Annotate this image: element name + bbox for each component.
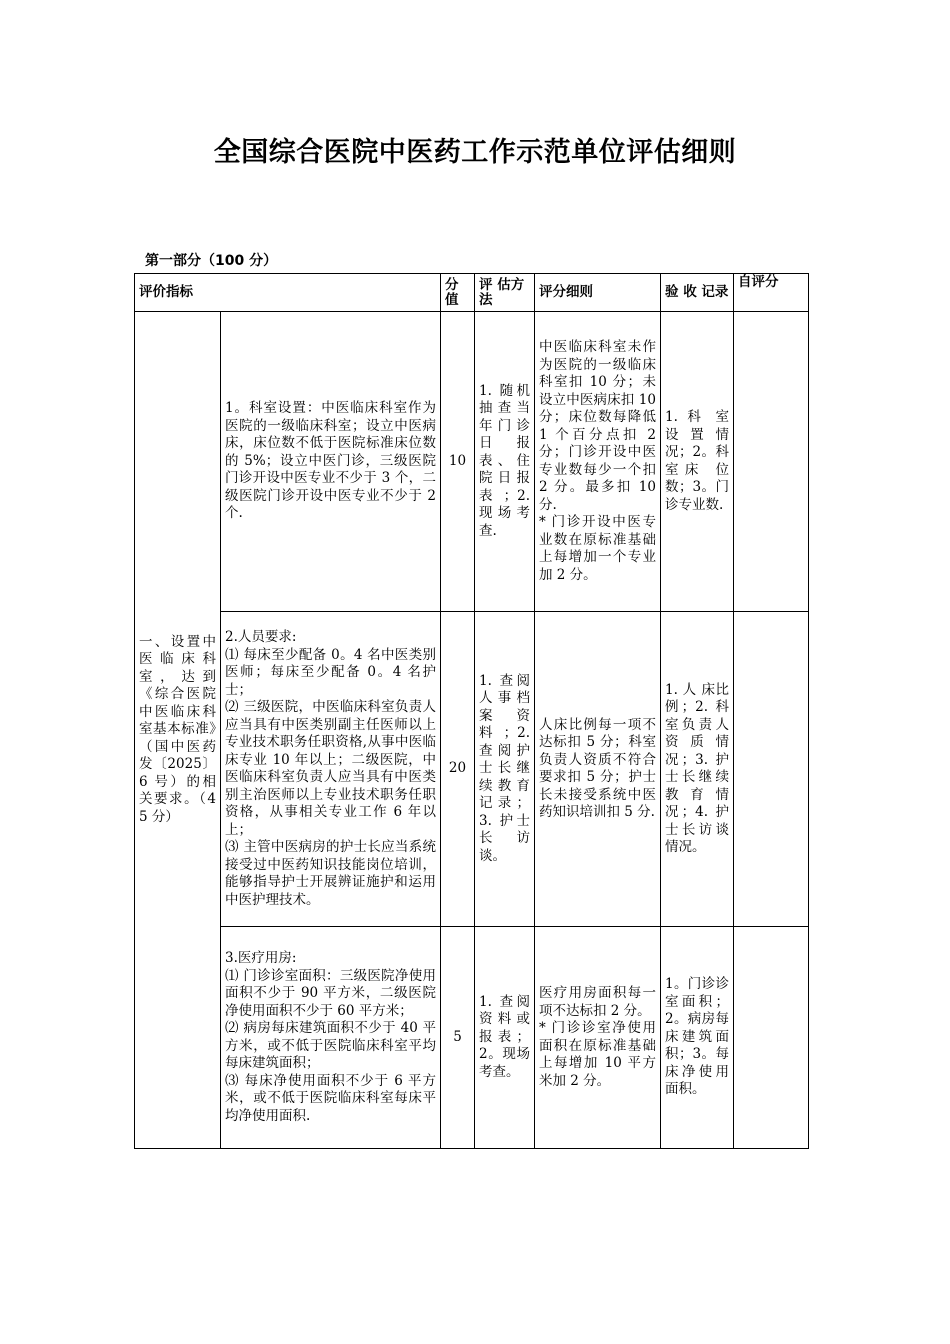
header-score: 分值: [441, 274, 475, 312]
criteria-cell: 医疗用房面积每一项不达标扣 2 分。 * 门诊诊室净使用面积在原标准基础上每增加 10 平方米加 2 分。: [535, 927, 661, 1149]
header-indicator: 评价指标: [135, 274, 441, 312]
part-label: 第一部分（100 分）: [145, 253, 278, 269]
self-score-cell: [734, 312, 809, 612]
score-cell: 20: [441, 612, 475, 927]
section-cell: 一、设置中医临床科室，达到《综合医院中医临床科室基本标准》（国中医药发〔2025〕6 号）的相关要求。（45 分）: [135, 312, 221, 1149]
header-self-score: 自评分: [734, 274, 809, 312]
document-title: 全国综合医院中医药工作示范单位评估细则: [213, 137, 737, 168]
item-cell: 1。科室设置：中医临床科室作为医院的一级临床科室；设立中医病床，床位数不低于医院标准床位数的 5%；设立中医门诊，三级医院门诊开设中医专业不少于 3 个，二级医院门诊开设中医专业不少于 2 个.: [221, 312, 441, 612]
self-score-cell: [734, 927, 809, 1149]
criteria-cell: 中医临床科室未作为医院的一级临床科室扣 10 分；未设立中医病床扣 10 分；床位数每降低 1 个百分点扣 2 分；门诊开设中医专业数每少一个扣 2 分。最多扣 10 分. * 门诊开设中医专业数在原标准基础上每增加一个专业加 2 分。: [535, 312, 661, 612]
score-cell: 5: [441, 927, 475, 1149]
method-cell: 1. 随机抽查当年门诊日报表、住院日报表；2. 现场考查.: [475, 312, 535, 612]
table-row: [135, 312, 809, 612]
score-cell: 10: [441, 312, 475, 612]
item-cell: 2.人员要求: ⑴ 每床至少配备 0。4 名中医类别医师；每床至少配备 0。4 名护士； ⑵ 三级医院，中医临床科室负责人应当具有中医类别副主任医师以上专业技术职务任职资格,从事中医临床专业 10 年以上；二级医院，中医临床科室负责人应当具有中医类别主治医师以上专业技术职务任职资格，从事相关专业工作 6 年以上； ⑶ 主管中医病房的护士长应当系统接受过中医药知识技能岗位培训，能够指导护士开展辨证施护和运用中医护理技术。: [221, 612, 441, 927]
record-cell: 1。门诊诊室面积；2。病房每床建筑面积；3。每床净使用面积。: [661, 927, 734, 1149]
header-method: 评 估方法: [475, 274, 535, 312]
table-row: [135, 612, 809, 927]
evaluation-table: [134, 273, 809, 1149]
table-header-row: [135, 274, 809, 312]
header-record: 验 收 记录: [661, 274, 734, 312]
criteria-cell: 人床比例每一项不达标扣 5 分；科室负责人资质不符合要求扣 5 分；护士长未接受系统中医药知识培训扣 5 分.: [535, 612, 661, 927]
table-row: [135, 927, 809, 1149]
method-cell: 1. 查阅人事档案资料；2. 查阅护士长继续教育记录；3. 护士长访谈。: [475, 612, 535, 927]
item-cell: 3.医疗用房: ⑴ 门诊诊室面积：三级医院净使用面积不少于 90 平方米，二级医院净使用面积不少于 60 平方米； ⑵ 病房每床建筑面积不少于 40 平方米，或不低于医院临床科室平均每床建筑面积； ⑶ 每床净使用面积不少于 6 平方米，或不低于医院临床科室每床平均净使用面积.: [221, 927, 441, 1149]
self-score-cell: [734, 612, 809, 927]
record-cell: 1. 人 床比例；2. 科室负责人资质情况；3. 护士长继续教育情况；4. 护 士长访谈情况。: [661, 612, 734, 927]
header-criteria: 评分细则: [535, 274, 661, 312]
method-cell: 1. 查阅资料或报表；2。现场考查。: [475, 927, 535, 1149]
record-cell: 1. 科 室 设置情况；2。科室床 位数；3。门诊专业数.: [661, 312, 734, 612]
